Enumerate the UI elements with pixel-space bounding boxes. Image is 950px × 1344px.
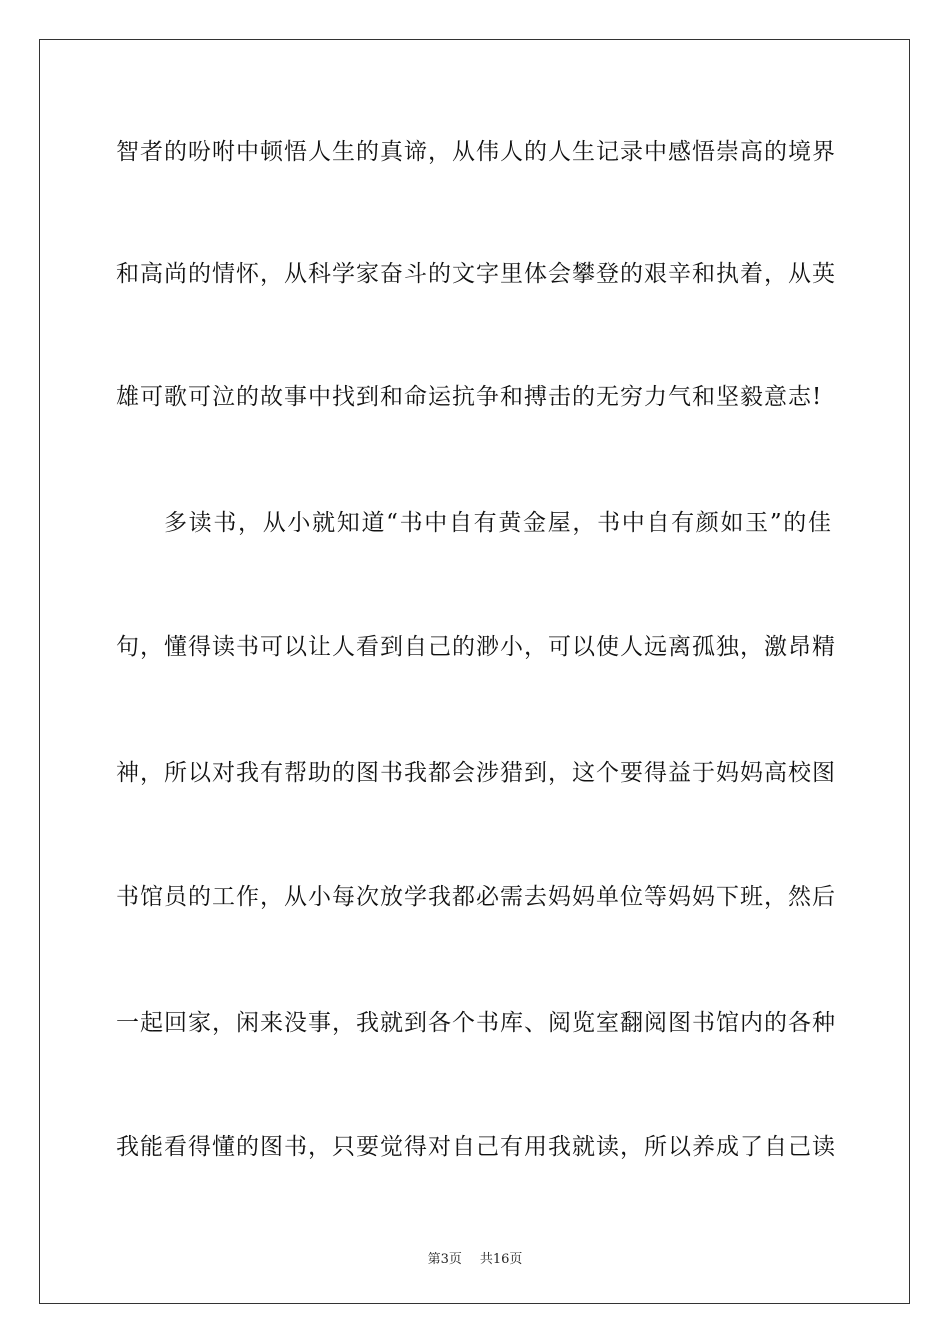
total-pages: 共16页	[479, 1252, 523, 1267]
paragraph-line: 智者的吩咐中顿悟人生的真谛，从伟人的人生记录中感悟崇高的境界	[116, 139, 836, 165]
page-number: 第3页	[427, 1252, 462, 1267]
paragraph-line: 神，所以对我有帮助的图书我都会涉猎到，这个要得益于妈妈高校图	[116, 760, 836, 786]
paragraph-line: 书馆员的工作，从小每次放学我都必需去妈妈单位等妈妈下班，然后	[116, 884, 836, 910]
page-border	[39, 39, 910, 1304]
paragraph-line: 一起回家，闲来没事，我就到各个书库、阅览室翻阅图书馆内的各种	[116, 1010, 836, 1036]
paragraph-line: 和高尚的情怀，从科学家奋斗的文字里体会攀登的艰辛和执着，从英	[116, 261, 836, 287]
paragraph-line: 我能看得懂的图书，只要觉得对自己有用我就读，所以养成了自己读	[116, 1134, 836, 1160]
paragraph-line: 雄可歌可泣的故事中找到和命运抗争和搏击的无穷力气和坚毅意志!	[116, 384, 823, 410]
page-footer	[0, 1248, 950, 1267]
paragraph-line-indented: 多读书，从小就知道“书中自有黄金屋，书中自有颜如玉”的佳	[164, 510, 832, 536]
paragraph-line: 句，懂得读书可以让人看到自己的渺小，可以使人远离孤独，激昂精	[116, 634, 836, 660]
